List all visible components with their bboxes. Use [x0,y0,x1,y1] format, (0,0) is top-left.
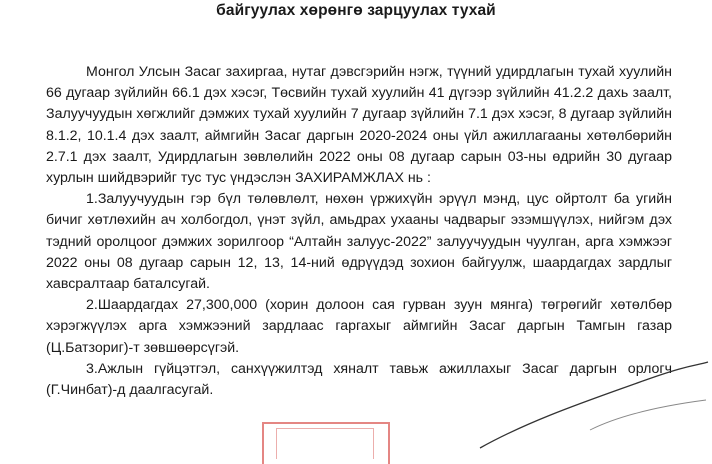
document-body [46,62,672,401]
preamble-paragraph: Монгол Улсын Засаг захиргаа, нутаг дэвсгэрийн нэгж, түүний удирдлагын тухай хуулийн 66 дугаар зүйлийн 66.1 дэх хэсэг, Төсвийн тухай хуулийн 41 дүгээр зүйлийн 41.2.2 дахь заалт, Залуучуудын хөгжлийг дэмжих тухай хуулийн 7 дугаар зүйлийн 7.1 дэх хэсэг, 8 дугаар зүйлийн 8.1.2, 10.1.4 дэх заалт, аймгийн Засаг даргын 2020-2024 оны үйл ажиллагааны хөтөлбөрийн 2.7.1 дэх заалт, Удирдлагын зөвлөлийн 2022 оны 08 дугаар сарын 03-ны өдрийн 30 дугаар хурлын шийдвэрийг тус тус үндэслэн ЗАХИРАМЖЛАХ нь : [46,64,672,187]
item-paragraph-2: 2.Шаардагдах 27,300,000 (хорин долоон сая гурван зуун мянга) төгрөгийг хөтөлбөр хэрэгжүүлэх арга хэмжээний зардлаас гаргахыг аймгийн Засаг даргын Тамгын газар (Ц.Батзориг)-т зөвшөөрсүгэй. [46,297,672,356]
item-paragraph-3: 3.Ажлын гүйцэтгэл, санхүүжилтэд хяналт тавьж ажиллахыг Засаг даргын орлогч (Г.Чинбат)-д даалгасугай. [46,360,672,399]
item-paragraph-1: 1.Залуучуудын гэр бүл төлөвлөлт, нөхөн үржихүйн эрүүл мэнд, цус ойртолт ба угийн бичиг хөтлөхийн ач холбогдол, үнэт зүйл, амьдрах ухааны чадварыг эзэмшүүлэх, нийгэм дэх тэдний оролцоог дэмжих зорилгоор “Алтайн залуус-2022” залуучуудын чуулган, арга хэмжээг 2022 оны 08 дугаар сарын 12, 13, 14-ний өдрүүдэд зохион байгуулж, шаардагдах зардлыг хавсралтаар баталсугай. [46,191,672,293]
document-title: байгуулах хөрөнгө зарцуулах тухай [216,2,496,19]
official-stamp-inner-ring [276,428,374,459]
